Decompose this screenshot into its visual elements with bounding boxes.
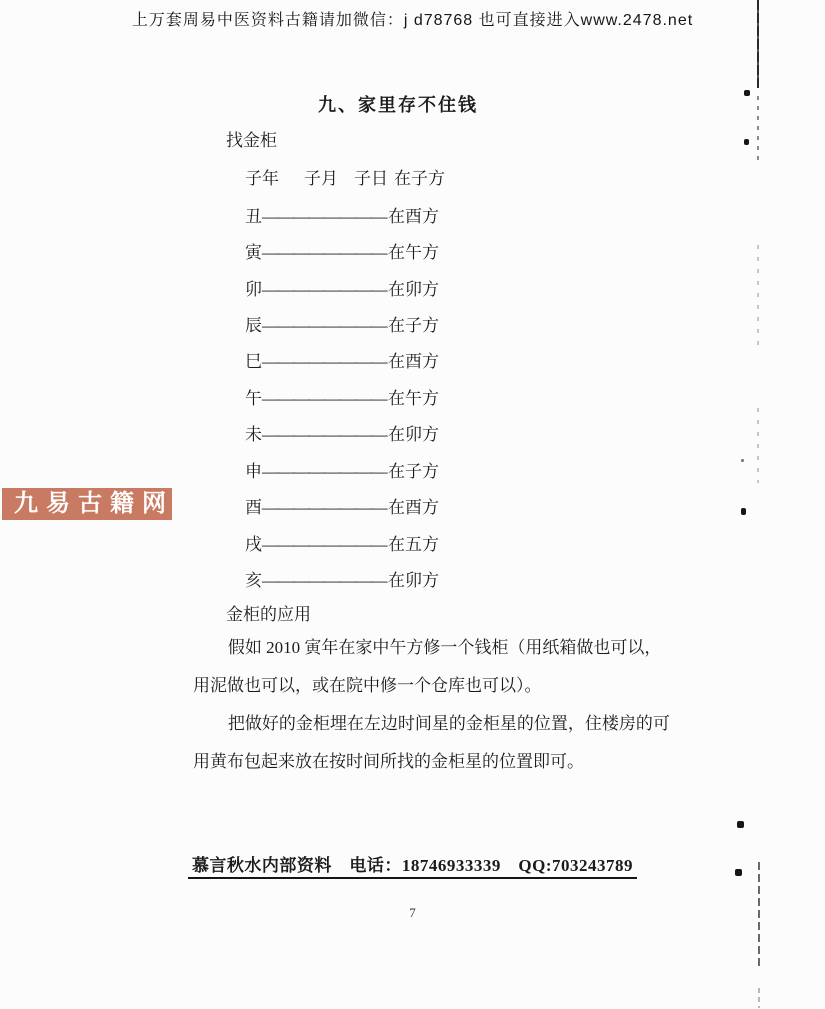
section-heading-find-cabinet: 找金柜 bbox=[226, 131, 277, 150]
body-paragraphs bbox=[193, 629, 671, 781]
scan-edge-line bbox=[758, 862, 760, 970]
branch-label: 巳 bbox=[245, 352, 262, 371]
table-row bbox=[245, 238, 439, 263]
footer-contact-text: 慕言秋水内部资料 电话：18746933339 QQ:703243789 bbox=[188, 856, 637, 879]
branch-label: 寅 bbox=[245, 243, 262, 262]
page-title: 九、家里存不住钱 bbox=[318, 95, 478, 115]
branch-label: 申 bbox=[245, 462, 262, 481]
scan-speck bbox=[737, 821, 744, 828]
branch-label: 卯 bbox=[245, 280, 262, 299]
table-cell-location: 在子方 bbox=[394, 169, 445, 188]
dash-leader: ———————— bbox=[262, 425, 386, 444]
branch-label: 酉 bbox=[245, 498, 262, 517]
table-cell-day: 子日 bbox=[354, 169, 388, 188]
location-label: 在午方 bbox=[388, 243, 439, 262]
table-row bbox=[245, 202, 439, 227]
location-label: 在卯方 bbox=[388, 425, 439, 444]
dash-leader: ———————— bbox=[262, 316, 386, 335]
location-label: 在酉方 bbox=[388, 352, 439, 371]
table-row bbox=[245, 493, 439, 518]
branch-label: 未 bbox=[245, 425, 262, 444]
table-row bbox=[245, 347, 439, 372]
scan-speck bbox=[741, 459, 744, 462]
table-cell-month: 子月 bbox=[304, 169, 338, 188]
branch-label: 丑 bbox=[245, 207, 262, 226]
dash-leader: ———————— bbox=[262, 571, 386, 590]
scan-speck bbox=[744, 139, 749, 145]
scan-edge-line bbox=[757, 408, 759, 483]
header-banner: 上万套周易中医资料古籍请加微信：j d78768 也可直接进入www.2478.net bbox=[131, 12, 694, 29]
page-number: 7 bbox=[409, 905, 416, 920]
table-row bbox=[245, 566, 439, 591]
table-row bbox=[245, 384, 439, 409]
table-row bbox=[245, 275, 439, 300]
scan-speck bbox=[735, 869, 742, 876]
dash-leader: ———————— bbox=[262, 352, 386, 371]
watermark-badge: 九易古籍网 bbox=[2, 488, 172, 520]
location-label: 在子方 bbox=[388, 462, 439, 481]
section-heading-application: 金柜的应用 bbox=[226, 605, 311, 624]
branch-label: 辰 bbox=[245, 316, 262, 335]
scan-speck bbox=[741, 508, 746, 515]
scan-edge-line bbox=[757, 0, 759, 88]
scan-edge-line bbox=[757, 96, 759, 164]
dash-leader: ———————— bbox=[262, 498, 386, 517]
dash-leader: ———————— bbox=[262, 243, 386, 262]
location-label: 在子方 bbox=[388, 316, 439, 335]
branch-label: 戌 bbox=[245, 535, 262, 554]
dash-leader: ———————— bbox=[262, 389, 386, 408]
dash-leader: ———————— bbox=[262, 280, 386, 299]
footer-contact-line bbox=[0, 851, 825, 876]
dash-leader: ———————— bbox=[262, 462, 386, 481]
table-row bbox=[245, 457, 439, 482]
table-row bbox=[245, 420, 439, 445]
dash-leader: ———————— bbox=[262, 535, 386, 554]
table-header-row bbox=[245, 164, 445, 189]
paragraph: 假如 2010 寅年在家中午方修一个钱柜（用纸箱做也可以，用泥做也可以，或在院中修一个仓库也可以）。 bbox=[193, 638, 662, 695]
location-label: 在卯方 bbox=[388, 280, 439, 299]
location-label: 在酉方 bbox=[388, 207, 439, 226]
location-label: 在酉方 bbox=[388, 498, 439, 517]
branch-label: 亥 bbox=[245, 571, 262, 590]
branch-label: 午 bbox=[245, 389, 262, 408]
scan-edge-line bbox=[757, 245, 759, 345]
location-label: 在午方 bbox=[388, 389, 439, 408]
scan-speck bbox=[744, 90, 750, 96]
paragraph: 把做好的金柜埋在左边时间星的金柜星的位置，住楼房的可用黄布包起来放在按时间所找的金柜星的位置即可。 bbox=[193, 714, 670, 771]
table-cell-year: 子年 bbox=[245, 169, 279, 188]
table-row bbox=[245, 311, 439, 336]
dash-leader: ———————— bbox=[262, 207, 386, 226]
location-label: 在五方 bbox=[388, 535, 439, 554]
scan-edge-line bbox=[758, 988, 760, 1008]
table-row bbox=[245, 530, 439, 555]
location-label: 在卯方 bbox=[388, 571, 439, 590]
